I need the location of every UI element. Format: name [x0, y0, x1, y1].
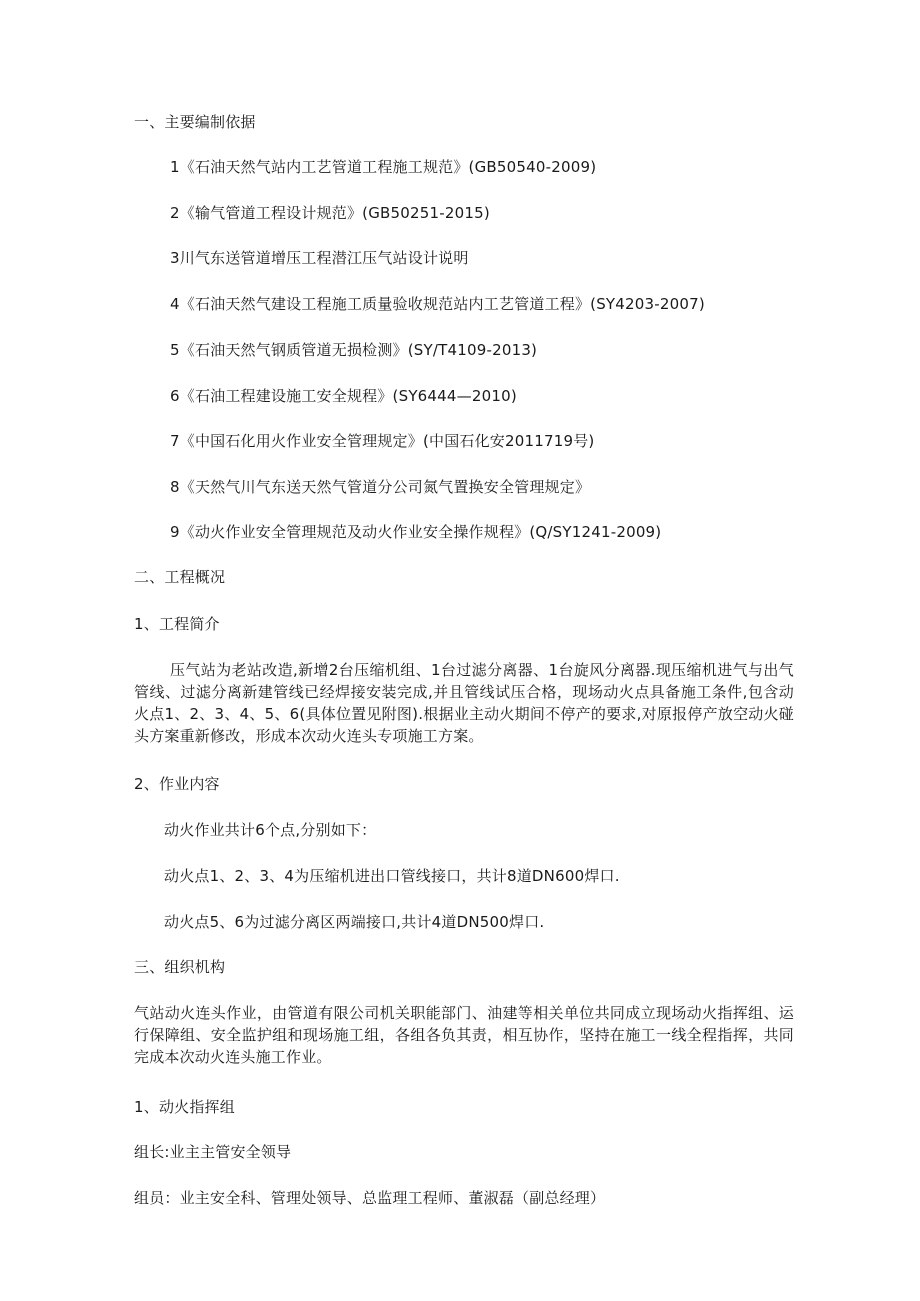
work-content-line-3: 动火点5、6为过滤分离区两端接口,共计4道DN500焊口. — [164, 913, 545, 931]
reference-item-4: 4《石油天然气建设工程施工质量验收规范站内工艺管道工程》(SY4203-2007) — [170, 295, 705, 313]
reference-item-3: 3川气东送管道增压工程潜江压气站设计说明 — [170, 249, 469, 267]
reference-item-6: 6《石油工程建设施工安全规程》(SY6444—2010) — [170, 387, 517, 405]
section-3-heading: 三、组织机构 — [134, 958, 226, 976]
section-1-heading: 一、主要编制依据 — [134, 113, 256, 131]
reference-item-1: 1《石油天然气站内工艺管道工程施工规范》(GB50540-2009) — [170, 158, 597, 176]
subsection-2-1-heading: 1、工程简介 — [134, 615, 220, 633]
reference-item-8: 8《天然气川气东送天然气管道分公司氮气置换安全管理规定》 — [170, 478, 591, 496]
reference-item-7: 7《中国石化用火作业安全管理规定》(中国石化安2011719号) — [170, 432, 595, 450]
reference-item-2: 2《输气管道工程设计规范》(GB50251-2015) — [170, 204, 490, 222]
subsection-3-1-heading: 1、动火指挥组 — [134, 1098, 235, 1116]
work-content-line-2: 动火点1、2、3、4为压缩机进出口管线接口，共计8道DN600焊口. — [164, 867, 620, 885]
reference-item-9: 9《动火作业安全管理规范及动火作业安全操作规程》(Q/SY1241-2009) — [170, 523, 662, 541]
project-intro-paragraph: 压气站为老站改造,新增2台压缩机组、1台过滤分离器、1台旋风分离器.现压缩机进气与出气管线、过滤分离新建管线已经焊接安装完成,并且管线试压合格，现场动火点具备施工条件,包含动火点1、2、3、4、5、6(具体位置见附图).根据业主动火期间不停产的要求,对原报停产放空动火碰头方案重新修改，形成本次动火连头专项施工方案。 — [134, 661, 794, 745]
group-members-line: 组员：业主安全科、管理处领导、总监理工程师、董淑磊（副总经理） — [134, 1189, 606, 1207]
group-leader-line: 组长:业主主管安全领导 — [134, 1143, 292, 1161]
subsection-2-2-heading: 2、作业内容 — [134, 775, 220, 793]
section-2-heading: 二、工程概况 — [134, 568, 226, 586]
organization-paragraph: 气站动火连头作业，由管道有限公司机关职能部门、油建等相关单位共同成立现场动火指挥组、运行保障组、安全监护组和现场施工组，各组各负其责，相互协作，坚持在施工一线全程指挥，共同完成本次动火连头施工作业。 — [134, 1004, 794, 1066]
work-content-line-1: 动火作业共计6个点,分别如下： — [164, 821, 377, 839]
reference-item-5: 5《石油天然气钢质管道无损检测》(SY/T4109-2013) — [170, 341, 538, 359]
